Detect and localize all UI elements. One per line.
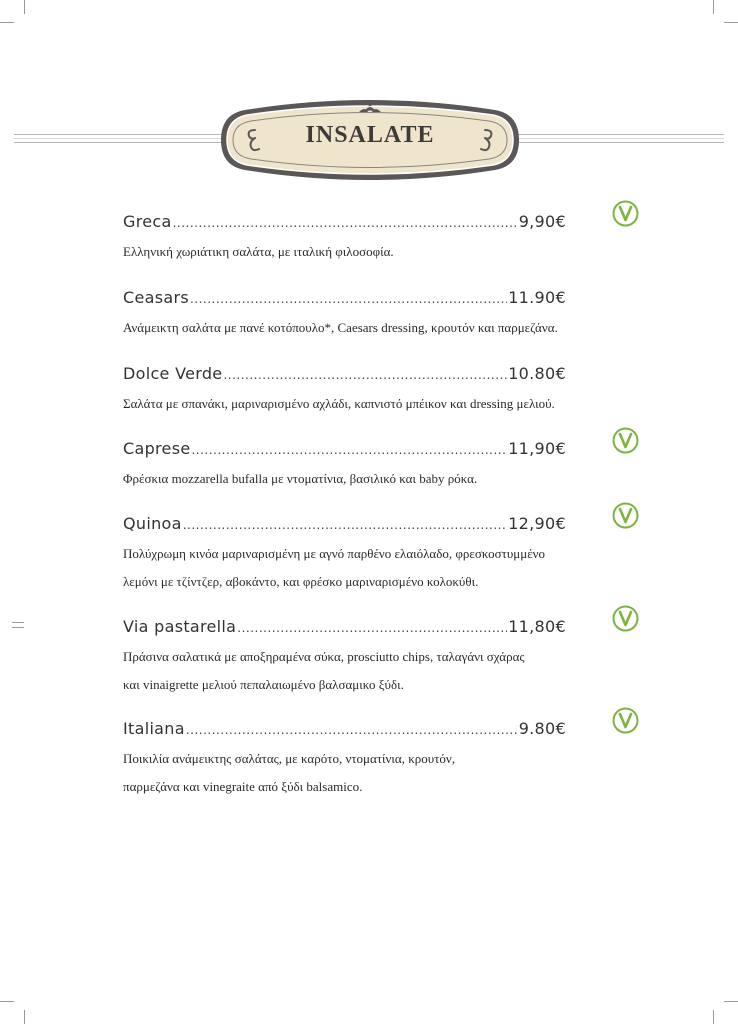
menu-item-price: 11,80€ — [508, 617, 566, 636]
description-line: και vinaigrette μελιού πεπαλαιωμένο βαλσαμικο ξύδι. — [123, 677, 404, 692]
description-line: Ανάμεικτη σαλάτα με πανέ κοτόπουλο*, Caesars dressing, κρουτόν και παρμεζάνα. — [123, 320, 558, 335]
menu-item-description — [123, 643, 643, 699]
menu-item-price: 10.80€ — [508, 364, 566, 383]
dot-leader — [237, 621, 507, 635]
menu-item-description — [123, 540, 643, 596]
menu-item-header — [123, 212, 566, 231]
banner-rule-left — [14, 134, 226, 143]
menu-item-header — [123, 514, 566, 533]
menu-item-header — [123, 617, 566, 636]
menu-item-name: Dolce Verde — [123, 364, 223, 383]
crop-mark — [0, 22, 14, 23]
menu-item-description — [123, 314, 643, 342]
description-line: Ποικιλία ανάμεικτης σαλάτας, με καρότο, ντοματίνια, κρουτόν, — [123, 751, 456, 766]
crop-mark — [0, 1001, 14, 1002]
crop-mark — [24, 0, 25, 14]
menu-item-price: 9.80€ — [518, 719, 566, 738]
menu-item — [123, 288, 643, 342]
description-line: Ελληνική χωριάτικη σαλάτα, με ιταλική φιλοσοφία. — [123, 244, 394, 259]
menu-item-header — [123, 439, 566, 458]
crop-mark — [724, 22, 738, 23]
dot-leader — [223, 368, 507, 382]
section-title: INSALATE — [305, 122, 435, 148]
vegetarian-icon — [612, 200, 639, 227]
dot-leader — [190, 292, 507, 306]
menu-item-price: 11.90€ — [508, 288, 566, 307]
menu-item-price: 9,90€ — [518, 212, 566, 231]
vegetarian-icon — [612, 605, 639, 632]
crop-mark — [724, 1001, 738, 1002]
fold-mark — [12, 622, 24, 623]
description-line: Φρέσκια mozzarella bufalla με ντοματίνια, βασιλικό και baby ρόκα. — [123, 471, 478, 486]
dot-leader — [186, 723, 518, 737]
crop-mark — [713, 1010, 714, 1024]
fold-mark — [12, 627, 24, 628]
menu-item-header — [123, 288, 566, 307]
vegetarian-icon — [612, 707, 639, 734]
description-line: Πολύχρωμη κινόα μαριναρισμένη με αγνό παρθένο ελαιόλαδο, φρεσκοστυμμένο — [123, 546, 546, 561]
menu-item-header — [123, 364, 566, 383]
menu-item-header — [123, 719, 566, 738]
menu-item-description — [123, 238, 643, 266]
menu-item — [123, 212, 643, 266]
crop-mark — [24, 1010, 25, 1024]
dot-leader — [173, 216, 518, 230]
vegetarian-icon — [612, 427, 639, 454]
description-line: Σαλάτα με σπανάκι, μαριναρισμένο αχλάδι, καπνιστό μπέικον και dressing μελιού. — [123, 396, 555, 411]
description-line: λεμόνι με τζίντζερ, αβοκάντο, και φρέσκο μαριναρισμένο κολοκύθι. — [123, 574, 479, 589]
dot-leader — [183, 518, 507, 532]
menu-item-price: 11,90€ — [508, 439, 566, 458]
menu-item-price: 12,90€ — [508, 514, 566, 533]
description-line: Πράσινα σαλατικά με αποξηραμένα σύκα, prosciutto chips, ταλαγάνι σχάρας — [123, 649, 525, 664]
menu-item — [123, 364, 643, 418]
menu-item-description — [123, 465, 643, 493]
menu-item-name: Ceasars — [123, 288, 189, 307]
menu-item-name: Greca — [123, 212, 172, 231]
menu-item — [123, 514, 643, 596]
banner-rule-right — [512, 134, 724, 143]
menu-item-name: Italiana — [123, 719, 185, 738]
menu-item-name: Quinoa — [123, 514, 182, 533]
menu-item — [123, 439, 643, 493]
menu-item — [123, 617, 643, 699]
menu-item — [123, 719, 643, 801]
vegetarian-icon — [612, 502, 639, 529]
menu-item-description — [123, 745, 643, 801]
crop-mark — [713, 0, 714, 14]
menu-item-description — [123, 390, 643, 418]
menu-item-name: Via pastarella — [123, 617, 237, 636]
menu-item-name: Caprese — [123, 439, 191, 458]
description-line: παρμεζάνα και vinegraite από ξύδι balsamico. — [123, 779, 363, 794]
dot-leader — [191, 443, 507, 457]
